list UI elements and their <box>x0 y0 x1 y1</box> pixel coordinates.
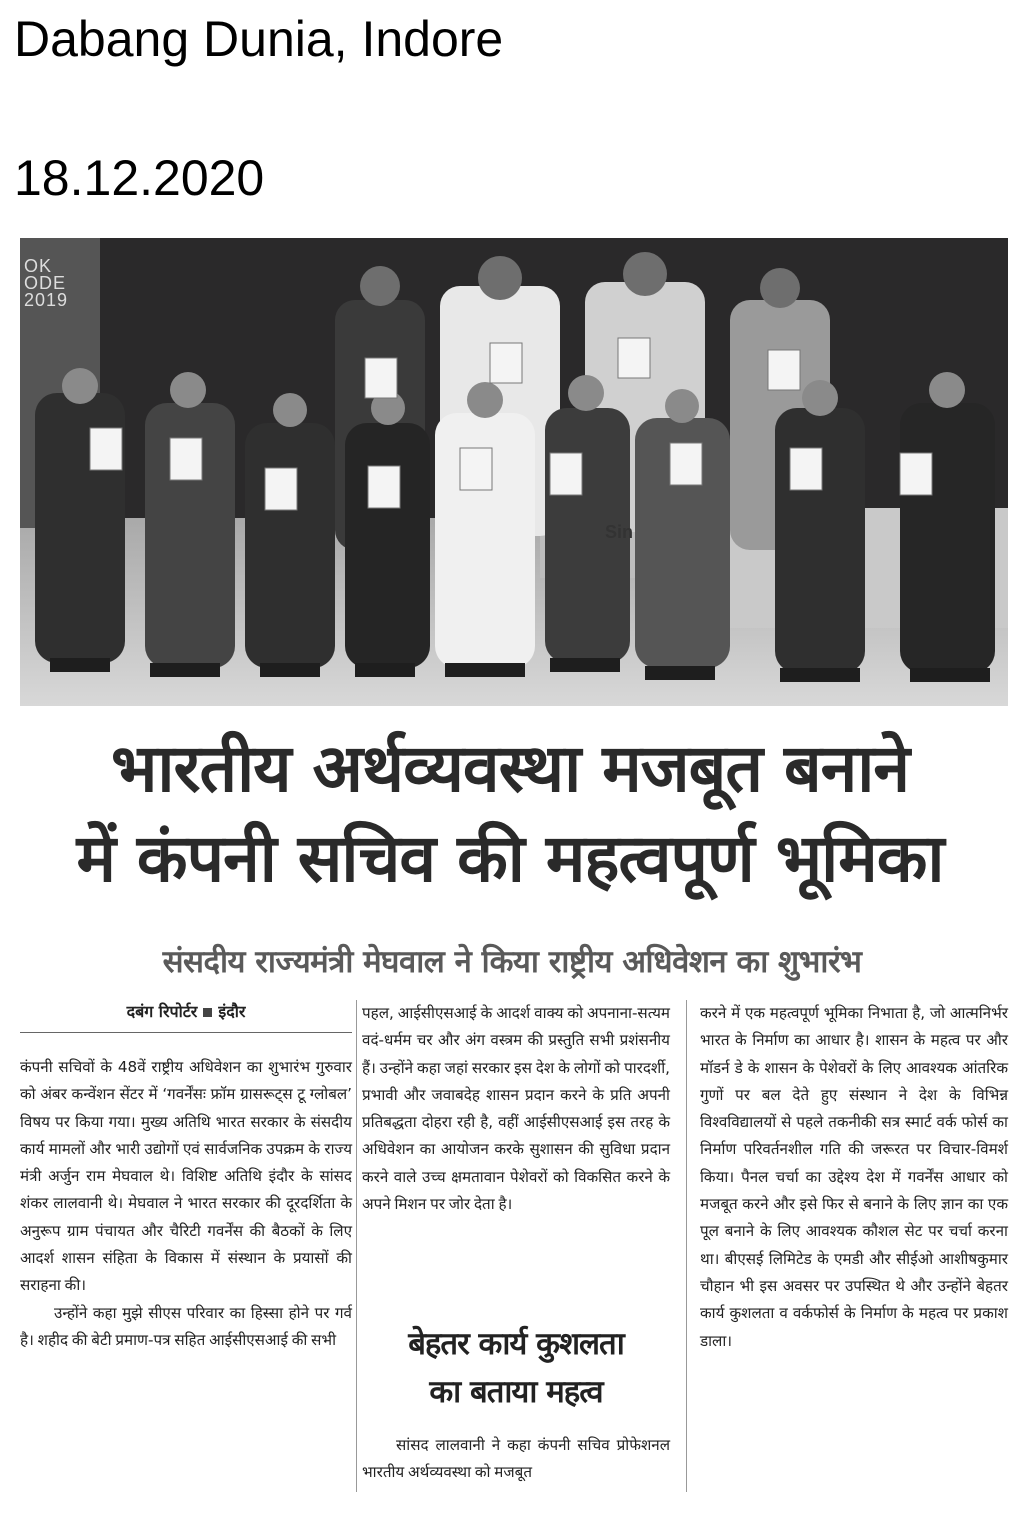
paragraph: कंपनी सचिवों के 48वें राष्ट्रीय अधिवेशन का शुभारंभ गुरुवार को अंबर कन्वेंशन सेंटर में ‘गवर्नेंसः फ्रॉम ग्रासरूट्स टू ग्लोबल’ विषय पर किया गया। मुख्य अतिथि भारत सरकार के संसदीय कार्य मामलों और भारी उद्योगों एवं सार्वजनिक उपक्रम के राज्य मंत्री अर्जुन राम मेघवाल थे। विशिष्ट अतिथि इंदौर के सांसद शंकर लालवानी थे। मेघवाल ने भारत सरकार की दूरदर्शिता के अनुरूप ग्राम पंचायत और चैरिटी गवर्नेंस की बैठकों के लिए आदर्श शासन संहिता के विकास में संस्थान के प्रयासों की सराहना की। <box>20 1058 352 1295</box>
source-title: Dabang Dunia, Indore <box>14 11 504 67</box>
column-divider <box>686 1000 687 1492</box>
group-photo-illustration <box>20 238 1008 706</box>
paragraph: उन्होंने कहा मुझे सीएस परिवार का हिस्सा होने पर गर्व है। शहीद की बेटी प्रमाण-पत्र सहित आईसीएसआई की सभी <box>20 1303 352 1349</box>
event-photo <box>20 238 1008 706</box>
byline-city: इंदौर <box>218 1002 246 1021</box>
section-heading-line-1: बेहतर कार्य कुशलता <box>408 1326 624 1362</box>
source-date: 18.12.2020 <box>14 150 265 206</box>
article-column-1 <box>20 1054 352 1354</box>
article-column-2-continued: सांसद लालवानी ने कहा कंपनी सचिव प्रोफेशनल भारतीय अर्थव्यवस्था को मजबूत <box>362 1436 670 1482</box>
paragraph: पहल, आईसीएसआई के आदर्श वाक्य को अपनाना-सत्यम वदं-धर्मम चर और अंग वस्त्रम की प्रस्तुति सभी प्रशंसनीय हैं। उन्होंने कहा जहां सरकार इस देश के लोगों को पारदर्शी, प्रभावी और जवाबदेह शासन प्रदान करने के प्रति अपनी प्रतिबद्धता दोहरा रही है, वहीं आईसीएसआई इस तरह के अधिवेशन का आयोजन करके सुशासन की सुविधा प्रदान करने वाले उच्च क्षमतावान पेशेवरों को विकसित करने के अपने मिशन पर जोर देता है। <box>362 1004 670 1214</box>
article-column-3 <box>700 1000 1008 1355</box>
byline-reporter: दबंग रिपोर्टर <box>126 1002 198 1021</box>
paragraph: करने में एक महत्वपूर्ण भूमिका निभाता है, जो आत्मनिर्भर भारत के निर्माण का आधार है। शासन के महत्व पर और मॉडर्न डे के शासन के पेशेवरों के लिए आवश्यक आंतरिक गुणों पर बल देते हुए संस्थान ने देश के विभिन्न विश्वविद्यालयों से पहले तकनीकी सत्र स्मार्ट वर्क फोर्स का निर्माण परिवर्तनशील गति की जरूरत पर विचार-विमर्श किया। पैनल चर्चा का उद्देश्य देश में गवर्नेंस आधार को मजबूत करने और इसे फिर से बनाने के लिए ज्ञान का एक पूल बनाने के लिए आवश्यक कौशल सेट पर चर्चा करना था। बीएसई लिमिटेड के एमडी और सीईओ आशीषकुमार चौहान भी इस अवसर पर उपस्थित थे और उन्होंने बेहतर कार्य कुशलता व वर्कफोर्स के निर्माण के महत्व पर प्रकाश डाला। <box>700 1004 1008 1350</box>
section-heading-line-2: का बताया महत्व <box>429 1374 603 1410</box>
headline-line-2: में कंपनी सचिव की महत्वपूर्ण भूमिका <box>76 820 944 897</box>
subheadline: संसदीय राज्यमंत्री मेघवाल ने किया राष्ट्रीय अधिवेशन का शुभारंभ <box>162 944 862 980</box>
headline-line-1: भारतीय अर्थव्यवस्था मजबूत बनाने <box>111 730 909 807</box>
byline-separator-icon <box>203 1008 212 1017</box>
byline <box>20 1000 352 1033</box>
banner-text: Sin <box>605 522 634 542</box>
column-divider <box>356 1000 357 1492</box>
backdrop-caption: OK ODE 2019 <box>24 256 69 310</box>
article-column-2 <box>362 1000 670 1218</box>
